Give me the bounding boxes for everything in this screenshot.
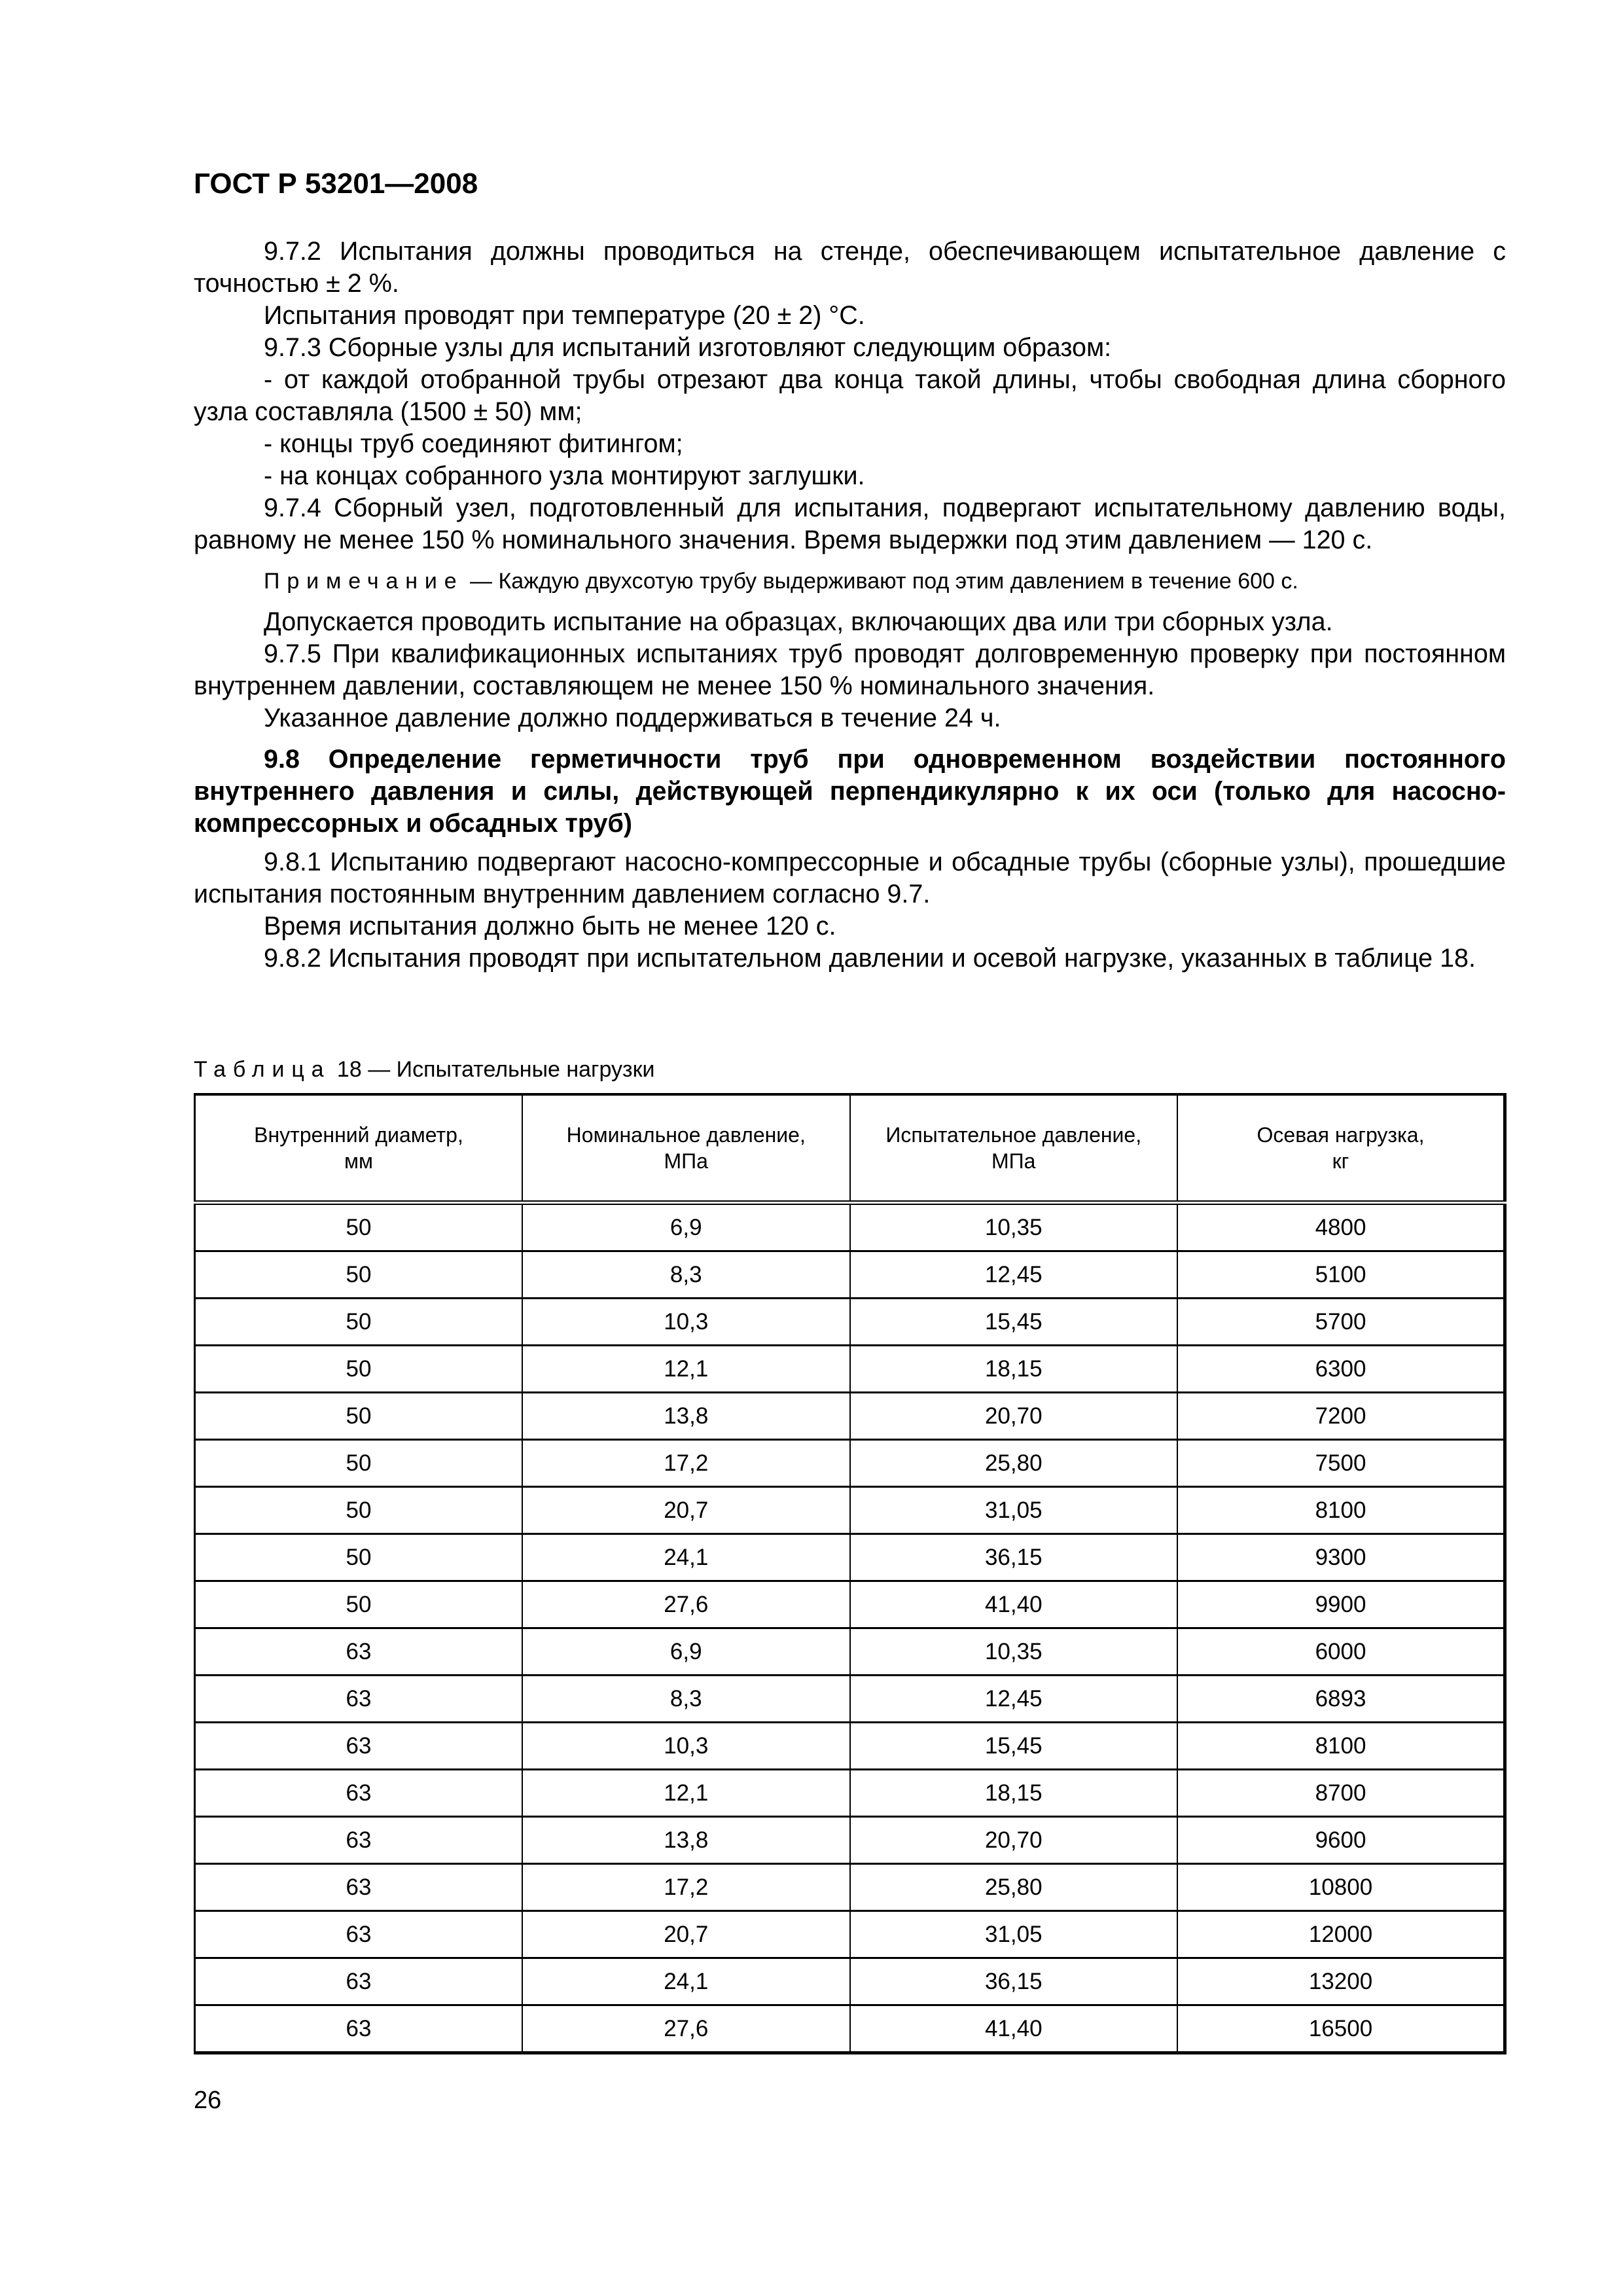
cell-axial-load: 7500 <box>1177 1440 1505 1487</box>
cell-nominal-pressure: 20,7 <box>522 1911 850 1958</box>
cell-test-pressure: 15,45 <box>850 1299 1178 1346</box>
cell-test-pressure: 12,45 <box>850 1251 1178 1299</box>
table-caption <box>194 1055 654 1084</box>
cell-test-pressure: 25,80 <box>850 1864 1178 1911</box>
cell-axial-load: 6893 <box>1177 1676 1505 1723</box>
table-row <box>195 1817 1505 1864</box>
column-header-axial-load: Осевая нагрузка, кг <box>1177 1094 1505 1203</box>
cell-test-pressure: 20,70 <box>850 1393 1178 1440</box>
table-row <box>195 2005 1505 2053</box>
cell-test-pressure: 15,45 <box>850 1723 1178 1770</box>
cell-nominal-pressure: 13,8 <box>522 1393 850 1440</box>
table-row <box>195 1628 1505 1676</box>
column-header-nominal-pressure: Номинальное давление, МПа <box>522 1094 850 1203</box>
cell-inner-diameter: 50 <box>195 1534 523 1581</box>
section-heading-9-8: 9.8 Определение герметичности труб при одновременном воздействии постоянного внутреннего давления и силы, действующей перпендикулярно к их оси (только для насосно-компрессорных и обсадных труб) <box>194 745 1506 838</box>
table-row <box>195 1534 1505 1581</box>
table-header-row <box>195 1094 1505 1203</box>
table-caption-text: 18 — Испытательные нагрузки <box>330 1057 655 1082</box>
cell-axial-load: 6000 <box>1177 1628 1505 1676</box>
body-text <box>194 236 1506 975</box>
cell-inner-diameter: 63 <box>195 1628 523 1676</box>
cell-inner-diameter: 63 <box>195 1723 523 1770</box>
paragraph-9-7-3: 9.7.3 Сборные узлы для испытаний изготовляют следующим образом: <box>264 333 1112 362</box>
cell-axial-load: 16500 <box>1177 2005 1505 2053</box>
cell-nominal-pressure: 12,1 <box>522 1770 850 1817</box>
cell-axial-load: 12000 <box>1177 1911 1505 1958</box>
column-header-inner-diameter: Внутренний диаметр, мм <box>195 1094 523 1203</box>
cell-test-pressure: 10,35 <box>850 1628 1178 1676</box>
cell-test-pressure: 18,15 <box>850 1770 1178 1817</box>
paragraph-9-7-5: 9.7.5 При квалификационных испытаниях труб проводят долговременную проверку при постоянном внутреннем давлении, составляющем не менее 150 % номинального значения. <box>194 639 1506 700</box>
table-row <box>195 1864 1505 1911</box>
cell-test-pressure: 36,15 <box>850 1958 1178 2005</box>
cell-axial-load: 5700 <box>1177 1299 1505 1346</box>
cell-nominal-pressure: 13,8 <box>522 1817 850 1864</box>
cell-test-pressure: 12,45 <box>850 1676 1178 1723</box>
paragraph-9-7-4: 9.7.4 Сборный узел, подготовленный для испытания, подвергают испытательному давлению воды, равному не менее 150 % номинального значения. Время выдержки под этим давлением — 120 с. <box>194 493 1506 554</box>
list-item-fitting: - концы труб соединяют фитингом; <box>264 429 683 458</box>
table-row <box>195 1723 1505 1770</box>
cell-test-pressure: 31,05 <box>850 1911 1178 1958</box>
cell-test-pressure: 18,15 <box>850 1346 1178 1393</box>
cell-inner-diameter: 50 <box>195 1299 523 1346</box>
cell-inner-diameter: 63 <box>195 1770 523 1817</box>
column-header-test-pressure: Испытательное давление, МПа <box>850 1094 1178 1203</box>
table-caption-label: Таблица <box>194 1057 331 1082</box>
cell-axial-load: 9300 <box>1177 1534 1505 1581</box>
cell-axial-load: 8100 <box>1177 1723 1505 1770</box>
paragraph-24h: Указанное давление должно поддерживаться в течение 24 ч. <box>264 704 1001 732</box>
cell-axial-load: 10800 <box>1177 1864 1505 1911</box>
cell-nominal-pressure: 6,9 <box>522 1628 850 1676</box>
note <box>194 567 1506 596</box>
cell-nominal-pressure: 24,1 <box>522 1534 850 1581</box>
table-row <box>195 1346 1505 1393</box>
table-row <box>195 1676 1505 1723</box>
paragraph-9-8-1: 9.8.1 Испытанию подвергают насосно-компрессорные и обсадные трубы (сборные узлы), прошедшие испытания постоянным внутренним давлением согласно 9.7. <box>194 848 1506 908</box>
cell-nominal-pressure: 27,6 <box>522 2005 850 2053</box>
cell-inner-diameter: 50 <box>195 1346 523 1393</box>
test-loads-table <box>194 1093 1507 2054</box>
cell-test-pressure: 41,40 <box>850 1581 1178 1628</box>
cell-axial-load: 4800 <box>1177 1203 1505 1251</box>
cell-nominal-pressure: 17,2 <box>522 1440 850 1487</box>
note-text: — Каждую двухсотую трубу выдерживают под этим давлением в течение 600 с. <box>463 569 1298 594</box>
cell-axial-load: 9900 <box>1177 1581 1505 1628</box>
table-row <box>195 1440 1505 1487</box>
list-item-cut-ends: - от каждой отобранной трубы отрезают два конца такой длины, чтобы свободная длина сборного узла составляла (1500 ± 50) мм; <box>194 365 1506 426</box>
table-row <box>195 1299 1505 1346</box>
cell-axial-load: 6300 <box>1177 1346 1505 1393</box>
paragraph-9-7-2: 9.7.2 Испытания должны проводиться на стенде, обеспечивающем испытательное давление с точностью ± 2 %. <box>194 237 1506 298</box>
cell-axial-load: 8700 <box>1177 1770 1505 1817</box>
cell-nominal-pressure: 6,9 <box>522 1203 850 1251</box>
cell-test-pressure: 36,15 <box>850 1534 1178 1581</box>
cell-nominal-pressure: 24,1 <box>522 1958 850 2005</box>
cell-axial-load: 9600 <box>1177 1817 1505 1864</box>
cell-inner-diameter: 50 <box>195 1203 523 1251</box>
table-row <box>195 1581 1505 1628</box>
table-row <box>195 1958 1505 2005</box>
cell-test-pressure: 41,40 <box>850 2005 1178 2053</box>
cell-inner-diameter: 50 <box>195 1251 523 1299</box>
cell-nominal-pressure: 8,3 <box>522 1251 850 1299</box>
cell-test-pressure: 31,05 <box>850 1487 1178 1534</box>
document-code-header: ГОСТ Р 53201—2008 <box>194 168 478 200</box>
list-item-plugs: - на концах собранного узла монтируют заглушки. <box>264 461 865 490</box>
cell-inner-diameter: 63 <box>195 1676 523 1723</box>
paragraph-test-time: Время испытания должно быть не менее 120 с. <box>264 912 836 941</box>
table-row <box>195 1203 1505 1251</box>
paragraph-9-8-2: 9.8.2 Испытания проводят при испытательном давлении и осевой нагрузке, указанных в таблице 18. <box>264 944 1476 973</box>
cell-axial-load: 7200 <box>1177 1393 1505 1440</box>
cell-axial-load: 5100 <box>1177 1251 1505 1299</box>
paragraph-samples: Допускается проводить испытание на образцах, включающих два или три сборных узла. <box>264 607 1333 636</box>
cell-nominal-pressure: 27,6 <box>522 1581 850 1628</box>
cell-inner-diameter: 63 <box>195 1864 523 1911</box>
cell-nominal-pressure: 20,7 <box>522 1487 850 1534</box>
cell-nominal-pressure: 12,1 <box>522 1346 850 1393</box>
table-row <box>195 1251 1505 1299</box>
cell-test-pressure: 20,70 <box>850 1817 1178 1864</box>
table-row <box>195 1393 1505 1440</box>
cell-inner-diameter: 50 <box>195 1440 523 1487</box>
table-row <box>195 1770 1505 1817</box>
cell-axial-load: 8100 <box>1177 1487 1505 1534</box>
cell-inner-diameter: 63 <box>195 1958 523 2005</box>
table-body <box>195 1203 1505 2053</box>
cell-test-pressure: 10,35 <box>850 1203 1178 1251</box>
table-row <box>195 1487 1505 1534</box>
page-number: 26 <box>194 2087 222 2114</box>
cell-inner-diameter: 63 <box>195 2005 523 2053</box>
cell-axial-load: 13200 <box>1177 1958 1505 2005</box>
cell-nominal-pressure: 10,3 <box>522 1723 850 1770</box>
paragraph-temperature: Испытания проводят при температуре (20 ± 2) °С. <box>264 301 865 330</box>
cell-inner-diameter: 63 <box>195 1817 523 1864</box>
cell-inner-diameter: 63 <box>195 1911 523 1958</box>
cell-nominal-pressure: 8,3 <box>522 1676 850 1723</box>
table-row <box>195 1911 1505 1958</box>
cell-inner-diameter: 50 <box>195 1393 523 1440</box>
cell-inner-diameter: 50 <box>195 1487 523 1534</box>
cell-inner-diameter: 50 <box>195 1581 523 1628</box>
note-label: Примечание <box>264 569 464 594</box>
cell-test-pressure: 25,80 <box>850 1440 1178 1487</box>
cell-nominal-pressure: 17,2 <box>522 1864 850 1911</box>
cell-nominal-pressure: 10,3 <box>522 1299 850 1346</box>
